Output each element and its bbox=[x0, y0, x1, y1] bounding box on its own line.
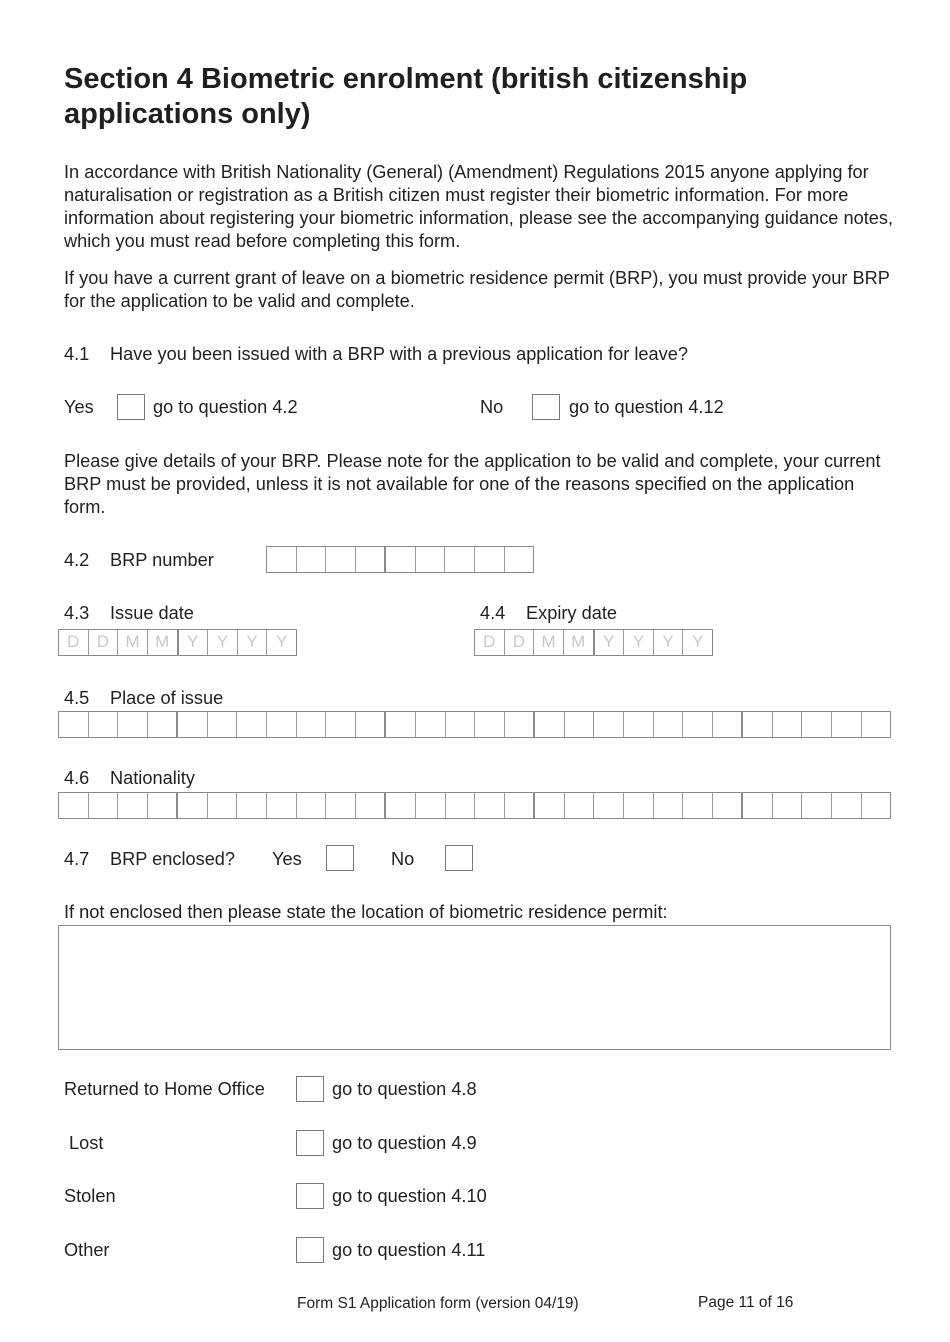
place-of-issue-cell[interactable] bbox=[594, 712, 624, 737]
nationality-cell[interactable] bbox=[773, 793, 803, 818]
nationality-cell[interactable] bbox=[59, 793, 89, 818]
reason-label-returned: Returned to Home Office bbox=[64, 1079, 265, 1099]
place-of-issue-cell[interactable] bbox=[237, 712, 267, 737]
brp-number-cell[interactable] bbox=[356, 547, 387, 572]
q4-5-label: Place of issue bbox=[110, 688, 224, 708]
reason-lost-checkbox[interactable] bbox=[296, 1130, 324, 1156]
q4-1-yes-checkbox[interactable] bbox=[117, 394, 145, 420]
brp-number-cell[interactable] bbox=[326, 547, 356, 572]
q4-6-label: Nationality bbox=[110, 768, 195, 788]
place-of-issue-cell[interactable] bbox=[535, 712, 565, 737]
nationality-cell[interactable] bbox=[862, 793, 891, 818]
nationality-cell[interactable] bbox=[743, 793, 773, 818]
q4-1-number: 4.1 bbox=[64, 344, 90, 364]
expiry-date-cell[interactable]: D bbox=[475, 630, 505, 655]
expiry-date-cell[interactable]: Y bbox=[595, 630, 625, 655]
issue-date-cell[interactable]: M bbox=[118, 630, 148, 655]
q4-2-number: 4.2 bbox=[64, 550, 90, 570]
place-of-issue-cell[interactable] bbox=[505, 712, 536, 737]
q4-5-number: 4.5 bbox=[64, 688, 90, 708]
place-of-issue-cell[interactable] bbox=[475, 712, 505, 737]
issue-date-cell[interactable]: Y bbox=[276, 632, 288, 651]
nationality-cell[interactable] bbox=[386, 793, 416, 818]
q4-1-no-checkbox[interactable] bbox=[532, 394, 560, 420]
place-of-issue-cell[interactable] bbox=[89, 712, 119, 737]
location-prompt: If not enclosed then please state the location of biometric residence permit: bbox=[64, 902, 668, 922]
place-of-issue-cell[interactable] bbox=[267, 712, 297, 737]
nationality-cell[interactable] bbox=[683, 793, 713, 818]
q4-2-label: BRP number bbox=[110, 550, 214, 570]
reason-goto-other: go to question 4.11 bbox=[332, 1240, 486, 1260]
brp-number-cell[interactable] bbox=[505, 547, 534, 572]
place-of-issue-cell[interactable] bbox=[565, 712, 595, 737]
nationality-cell[interactable] bbox=[89, 793, 119, 818]
place-of-issue-cell[interactable] bbox=[178, 712, 208, 737]
nationality-cell[interactable] bbox=[208, 793, 238, 818]
nationality-cell[interactable] bbox=[267, 793, 297, 818]
nationality-cell[interactable] bbox=[326, 793, 356, 818]
reason-goto-stolen: go to question 4.10 bbox=[332, 1186, 487, 1206]
place-of-issue-cell[interactable] bbox=[832, 712, 862, 737]
brp-number-cell[interactable] bbox=[416, 547, 446, 572]
nationality-cell[interactable] bbox=[624, 793, 654, 818]
brp-location-textarea[interactable] bbox=[58, 925, 891, 1050]
reason-other-checkbox[interactable] bbox=[296, 1237, 324, 1263]
place-of-issue-cell[interactable] bbox=[416, 712, 446, 737]
reason-label-stolen: Stolen bbox=[64, 1186, 116, 1206]
issue-date-cell[interactable]: Y bbox=[208, 630, 238, 655]
place-of-issue-cell[interactable] bbox=[446, 712, 476, 737]
nationality-cell[interactable] bbox=[713, 793, 744, 818]
brp-enclosed-no-checkbox[interactable] bbox=[445, 845, 473, 871]
section-title: Section 4 Biometric enrolment (british citizenship applications only) bbox=[64, 63, 748, 130]
q4-1-yes-label: Yes bbox=[64, 397, 94, 417]
issue-date-cell[interactable]: Y bbox=[238, 630, 268, 655]
expiry-date-cell[interactable]: D bbox=[505, 630, 535, 655]
issue-date-cell[interactable]: Y bbox=[179, 630, 209, 655]
place-of-issue-cell[interactable] bbox=[326, 712, 356, 737]
brp-number-cell[interactable] bbox=[267, 547, 297, 572]
place-of-issue-cell[interactable] bbox=[297, 712, 327, 737]
place-of-issue-cell[interactable] bbox=[773, 712, 803, 737]
nationality-cell[interactable] bbox=[237, 793, 267, 818]
nationality-cell[interactable] bbox=[594, 793, 624, 818]
brp-number-cell[interactable] bbox=[475, 547, 505, 572]
place-of-issue-cell[interactable] bbox=[654, 712, 684, 737]
brp-details-paragraph: Please give details of your BRP. Please note for the application to be valid and complete, your current BRP must be provided, unless it is not available for one of the reasons specified on the application form. bbox=[64, 451, 881, 517]
nationality-cell[interactable] bbox=[832, 793, 862, 818]
place-of-issue-cell[interactable] bbox=[624, 712, 654, 737]
nationality-cell[interactable] bbox=[118, 793, 148, 818]
reason-goto-lost: go to question 4.9 bbox=[332, 1133, 477, 1153]
expiry-date-cell[interactable]: Y bbox=[624, 630, 654, 655]
intro-paragraph-2: If you have a current grant of leave on a biometric residence permit (BRP), you must provide your BRP for the application to be valid and complete. bbox=[64, 268, 890, 311]
nationality-cell[interactable] bbox=[297, 793, 327, 818]
place-of-issue-cell[interactable] bbox=[862, 712, 891, 737]
q4-7-label: BRP enclosed? bbox=[110, 849, 236, 869]
place-of-issue-cell[interactable] bbox=[386, 712, 416, 737]
reason-stolen-checkbox[interactable] bbox=[296, 1183, 324, 1209]
brp-number-cell[interactable] bbox=[297, 547, 327, 572]
issue-date-field[interactable] bbox=[58, 629, 297, 656]
brp-number-cell[interactable] bbox=[445, 547, 475, 572]
q4-1-question: Have you been issued with a BRP with a previous application for leave? bbox=[110, 344, 688, 364]
expiry-date-cell[interactable]: Y bbox=[692, 632, 704, 651]
q4-1-yes-goto: go to question 4.2 bbox=[153, 397, 298, 417]
nationality-cell[interactable] bbox=[535, 793, 565, 818]
place-of-issue-cell[interactable] bbox=[59, 712, 89, 737]
nationality-cell[interactable] bbox=[446, 793, 476, 818]
q4-7-no-label: No bbox=[391, 849, 415, 869]
brp-enclosed-yes-checkbox[interactable] bbox=[326, 845, 354, 871]
place-of-issue-cell[interactable] bbox=[118, 712, 148, 737]
nationality-cell[interactable] bbox=[416, 793, 446, 818]
place-of-issue-field[interactable] bbox=[58, 711, 891, 738]
q4-7-yes-label: Yes bbox=[272, 849, 302, 869]
issue-date-cell[interactable]: M bbox=[148, 630, 179, 655]
place-of-issue-cell[interactable] bbox=[356, 712, 387, 737]
nationality-cell[interactable] bbox=[178, 793, 208, 818]
place-of-issue-cell[interactable] bbox=[148, 712, 179, 737]
reason-goto-returned: go to question 4.8 bbox=[332, 1079, 477, 1099]
reason-label-other: Other bbox=[64, 1240, 110, 1260]
brp-number-cell[interactable] bbox=[386, 547, 416, 572]
nationality-cell[interactable] bbox=[505, 793, 536, 818]
nationality-cell[interactable] bbox=[475, 793, 505, 818]
issue-date-cell[interactable]: D bbox=[59, 630, 89, 655]
q4-3-number: 4.3 bbox=[64, 603, 90, 623]
intro-paragraph-1: In accordance with British Nationality (General) (Amendment) Regulations 2015 anyone applying for naturalisation or registration as a British citizen must register their biometric information. For more information about registering your biometric information, please see the accompanying guidance notes, which you must read before completing this form. bbox=[64, 162, 894, 251]
place-of-issue-cell[interactable] bbox=[683, 712, 713, 737]
brp-number-field[interactable] bbox=[266, 546, 534, 573]
expiry-date-cell[interactable]: Y bbox=[654, 630, 684, 655]
issue-date-cell[interactable]: D bbox=[89, 630, 119, 655]
expiry-date-cell[interactable]: M bbox=[534, 630, 564, 655]
reason-label-lost: Lost bbox=[64, 1133, 104, 1153]
nationality-field[interactable] bbox=[58, 792, 891, 819]
nationality-cell[interactable] bbox=[356, 793, 387, 818]
place-of-issue-cell[interactable] bbox=[743, 712, 773, 737]
nationality-cell[interactable] bbox=[654, 793, 684, 818]
expiry-date-cell[interactable]: M bbox=[564, 630, 595, 655]
q4-1-no-goto: go to question 4.12 bbox=[569, 397, 724, 417]
reason-returned-checkbox[interactable] bbox=[296, 1076, 324, 1102]
footer-form-name: Form S1 Application form (version 04/19) bbox=[297, 1295, 579, 1312]
nationality-cell[interactable] bbox=[802, 793, 832, 818]
q4-4-label: Expiry date bbox=[526, 603, 617, 623]
nationality-cell[interactable] bbox=[148, 793, 179, 818]
nationality-cell[interactable] bbox=[565, 793, 595, 818]
q4-7-number: 4.7 bbox=[64, 849, 90, 869]
q4-1-no-label: No bbox=[480, 397, 504, 417]
footer-page-number: Page 11 of 16 bbox=[698, 1294, 794, 1311]
q4-3-label: Issue date bbox=[110, 603, 194, 623]
place-of-issue-cell[interactable] bbox=[208, 712, 238, 737]
place-of-issue-cell[interactable] bbox=[802, 712, 832, 737]
q4-6-number: 4.6 bbox=[64, 768, 90, 788]
place-of-issue-cell[interactable] bbox=[713, 712, 744, 737]
expiry-date-field[interactable] bbox=[474, 629, 713, 656]
q4-4-number: 4.4 bbox=[480, 603, 506, 623]
